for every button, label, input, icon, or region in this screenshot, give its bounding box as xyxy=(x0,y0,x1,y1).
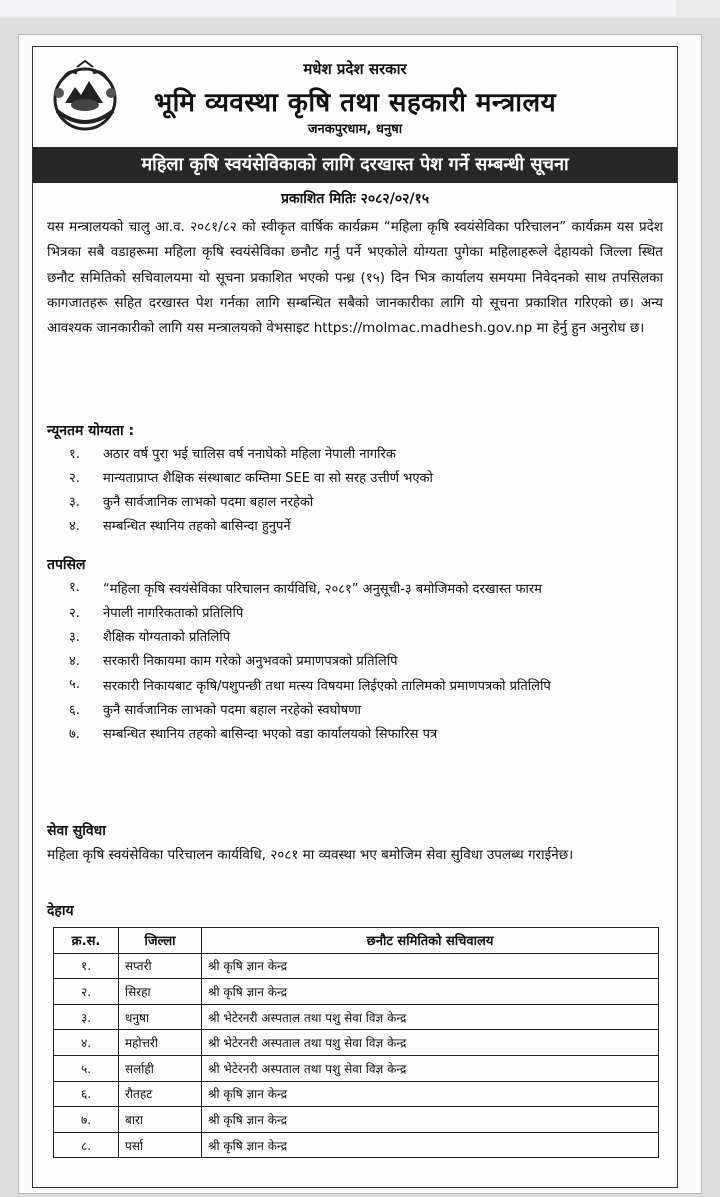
item-number: ३. xyxy=(69,495,80,510)
table-cell: सप्तरी xyxy=(119,953,202,979)
table-cell: ४. xyxy=(54,1030,119,1056)
table-row xyxy=(54,979,659,1005)
item-number: १. xyxy=(69,580,80,595)
column-header: क्र.स. xyxy=(54,928,119,954)
list-item xyxy=(55,443,663,467)
documents-list xyxy=(55,577,663,747)
table-row xyxy=(54,1132,659,1158)
table-cell: सर्लाही xyxy=(119,1055,202,1081)
top-strip xyxy=(0,0,720,18)
published-date: प्रकाशित मितिः २०८२/०२/१५ xyxy=(280,191,430,207)
list-item xyxy=(55,723,663,747)
item-number: ५. xyxy=(69,677,80,692)
list-item xyxy=(55,626,663,650)
qualification-list xyxy=(55,443,663,539)
table-cell: श्री कृषि ज्ञान केन्द्र xyxy=(202,1107,659,1133)
table-cell: श्री कृषि ज्ञान केन्द्र xyxy=(202,979,659,1005)
table-row xyxy=(54,1004,659,1030)
top-strip-inner xyxy=(0,0,676,16)
item-number: ४. xyxy=(69,519,80,534)
table-row xyxy=(54,953,659,979)
item-text: कुनै सार्वजानिक लाभको पदमा बहाल नरहेको xyxy=(103,495,314,510)
notice-title: महिला कृषि स्वयंसेविकाको लागि दरखास्त पेश गर्ने सम्बन्धी सूचना xyxy=(33,147,677,183)
table-row xyxy=(54,1055,659,1081)
item-number: ३. xyxy=(69,630,80,645)
table-cell: श्री भेटेरनरी अस्पताल तथा पशु सेवा विज्ञ केन्द्र xyxy=(202,1004,659,1030)
table-row xyxy=(54,1107,659,1133)
table-cell: श्री कृषि ज्ञान केन्द्र xyxy=(202,953,659,979)
service-paragraph: महिला कृषि स्वयंसेविका परिचालन कार्यविधि, २०८१ मा व्यवस्था भए बमोजिम सेवा सुविधा उपलब्ध गराईनेछ। xyxy=(47,847,574,863)
table-cell: २. xyxy=(54,979,119,1005)
province-name: मधेश प्रदेश सरकार xyxy=(303,60,407,78)
table-cell: श्री भेटेरनरी अस्पताल तथा पशु सेवा विज्ञ केन्द्र xyxy=(202,1055,659,1081)
item-text: मान्यताप्राप्त शैक्षिक संस्थाबाट कम्तिमा SEE वा सो सरह उत्तीर्ण भएको xyxy=(103,471,433,486)
offices-heading: देहाय xyxy=(47,903,74,919)
offices-table xyxy=(53,927,659,1158)
item-text: सरकारी निकायमा काम गरेको अनुभवको प्रमाणपत्रको प्रतिलिपि xyxy=(103,654,398,669)
city-name: जनकपुरधाम, धनुषा xyxy=(307,122,403,137)
item-text: सरकारी निकायबाट कृषि/पशुपन्छी तथा मत्स्य विषयमा लिईएको तालिमको प्रमाणपत्रको प्रतिलिपि xyxy=(103,679,551,694)
list-item xyxy=(55,602,663,626)
table-cell: ७. xyxy=(54,1107,119,1133)
table-cell: ६. xyxy=(54,1081,119,1107)
table-cell: रौतहट xyxy=(119,1081,202,1107)
list-item xyxy=(55,467,663,491)
table-cell: श्री भेटेरनरी अस्पताल तथा पशु सेवा विज्ञ केन्द्र xyxy=(202,1030,659,1056)
list-item xyxy=(55,650,663,674)
item-number: १. xyxy=(69,447,80,462)
item-number: २. xyxy=(69,471,80,486)
list-item xyxy=(55,577,663,602)
table-cell: सिरहा xyxy=(119,979,202,1005)
intro-paragraph: यस मन्त्रालयको चालु आ.व. २०८१/८२ को स्वीकृत वार्षिक कार्यक्रम “महिला कृषि स्वयंसेविका परिचालन” कार्यक्रम यस प्रदेश भित्रका सबै वडाहरूमा महिला कृषि स्वयंसेविका छनौट गर्नु पर्ने भएकोले योग्यता पुगेका महिलाहरूले देहायको जिल्ला स्थित छनौट समितिको सचिवालयमा यो सूचना प्रकाशित भएको पन्ध्र (१५) दिन भित्र कार्यालय समयमा निवेदनको साथ तपसिलका कागजातहरू सहित दरखास्त पेश गर्नका लागि सम्बन्धित सबैको जानकारीका लागि यो सूचना प्रकाशित गरिएको छ। अन्य आवश्यक जानकारीको लागि यस मन्त्रालयको वेभसाइट https://molmac.madhesh.gov.np मा हेर्नु हुन अनुरोध छ। xyxy=(47,219,663,337)
list-item xyxy=(55,515,663,539)
list-item xyxy=(55,491,663,515)
item-number: २. xyxy=(69,606,80,621)
ministry-name: भूमि व्यवस्था कृषि तथा सहकारी मन्त्रालय xyxy=(153,88,557,118)
item-text: शैक्षिक योग्यताको प्रतिलिपि xyxy=(103,630,231,645)
item-text: “महिला कृषि स्वयंसेविका परिचालन कार्यविधि, २०८१” अनुसूची-३ बमोजिमको दरखास्त फारम xyxy=(103,582,542,597)
table-cell: बारा xyxy=(119,1107,202,1133)
item-number: ७. xyxy=(69,727,80,742)
table-row xyxy=(54,1081,659,1107)
table-cell: पर्सा xyxy=(119,1132,202,1158)
qualification-heading: न्यूनतम योग्यता : xyxy=(47,423,135,439)
table-cell: महोत्तरी xyxy=(119,1030,202,1056)
documents-heading: तपसिल xyxy=(47,557,86,573)
item-text: कुनै सार्वजानिक लाभको पदमा बहाल नरहेको स्वघोषणा xyxy=(103,703,361,718)
column-header: जिल्ला xyxy=(119,928,202,954)
table-cell: धनुषा xyxy=(119,1004,202,1030)
table-cell: ५. xyxy=(54,1055,119,1081)
item-text: सम्बन्धित स्थानिय तहको बासिन्दा हुनुपर्ने xyxy=(103,519,291,534)
table-cell: श्री कृषि ज्ञान केन्द्र xyxy=(202,1132,659,1158)
table-cell: ३. xyxy=(54,1004,119,1030)
column-header: छनौट समितिको सचिवालय xyxy=(202,928,659,954)
item-text: सम्बन्धित स्थानिय तहको बासिन्दा भएको वडा कार्यालयको सिफारिस पत्र xyxy=(103,727,438,742)
item-number: ६. xyxy=(69,703,80,718)
item-text: अठार वर्ष पुरा भई चालिस वर्ष ननाघेको महिला नेपाली नागरिक xyxy=(103,447,396,462)
table-cell: १. xyxy=(54,953,119,979)
table-header-row xyxy=(54,928,659,954)
list-item xyxy=(55,699,663,723)
table-row xyxy=(54,1030,659,1056)
item-text: नेपाली नागरिकताको प्रतिलिपि xyxy=(103,606,244,621)
item-number: ४. xyxy=(69,654,80,669)
notice-document xyxy=(32,46,678,1188)
list-item xyxy=(55,674,663,699)
table-cell: ८. xyxy=(54,1132,119,1158)
service-heading: सेवा सुविधा xyxy=(47,823,106,839)
table-cell: श्री कृषि ज्ञान केन्द्र xyxy=(202,1081,659,1107)
